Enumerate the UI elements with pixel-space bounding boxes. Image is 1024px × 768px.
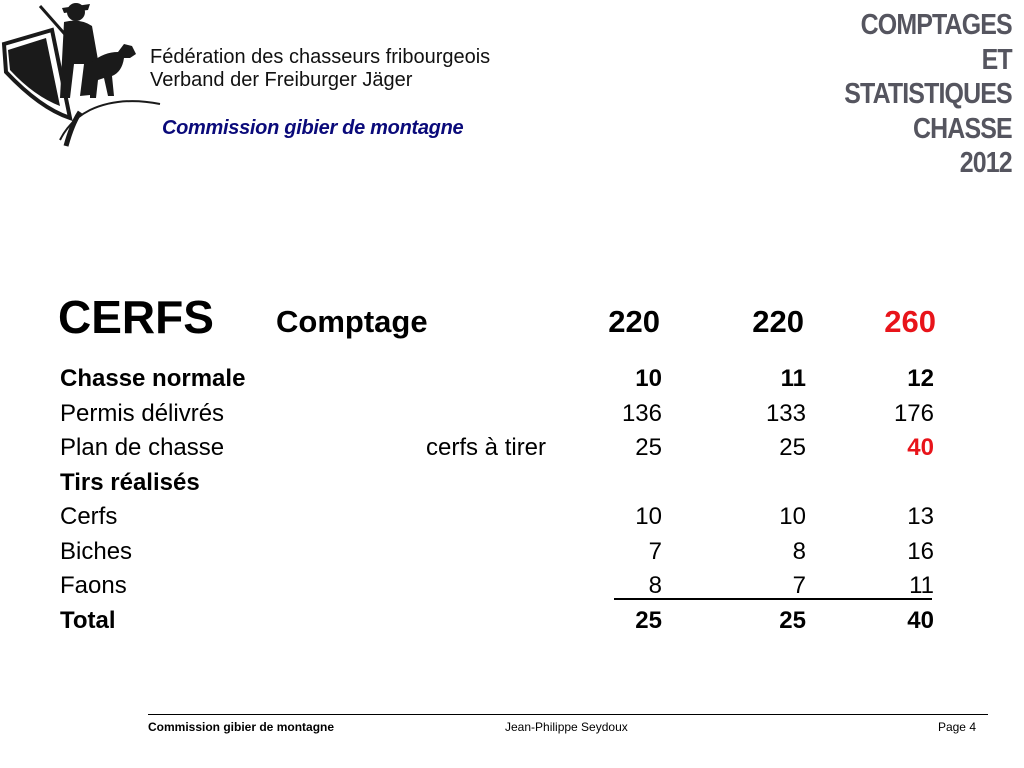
row-value: 12 [907,365,934,392]
organization-name [150,46,490,92]
row-value: 8 [648,572,662,599]
footer-divider [148,714,988,715]
row-value: 133 [765,399,806,427]
footer-author: Jean-Philippe Seydoux [505,720,628,734]
row-value: 40 [907,606,934,634]
row-label: Tirs réalisés [60,468,200,496]
slide-title [817,8,1012,181]
row-label: Total [60,606,116,634]
table-row-total [60,604,940,639]
section-title: CERFS [58,291,214,343]
org-name-fr: Fédération des chasseurs fribourgeois [150,46,491,68]
footer-commission: Commission gibier de montagne [148,720,335,734]
title-line: CHASSE [913,112,1012,145]
table-row [60,397,940,432]
row-label: Plan de chasse [60,434,225,461]
row-value: 10 [779,503,806,530]
row-label: Permis délivrés [60,399,225,427]
row-label: Cerfs [60,503,118,530]
row-value: 16 [907,537,934,565]
table-row [60,431,940,466]
row-value: 13 [907,503,934,530]
table-row [60,362,940,397]
footer-page-number: Page 4 [937,720,976,734]
row-label: Faons [60,572,127,599]
row-value: 25 [779,434,806,461]
row-value: 25 [779,606,806,634]
title-line: COMPTAGES [860,9,1012,41]
comptage-value: 220 [608,304,660,339]
sum-divider [614,598,932,600]
row-value: 7 [648,537,662,565]
org-name-de: Verband der Freiburger Jäger [150,69,413,91]
comptage-value: 220 [752,304,804,339]
statistics-table [60,362,940,638]
row-sublabel: cerfs à tirer [426,434,547,461]
table-row [60,500,940,535]
commission-name: Commission gibier de montagne [162,117,464,139]
comptage-value-highlight: 260 [884,304,936,339]
title-line: ET [981,43,1012,76]
row-value: 25 [635,606,662,634]
title-line: 2012 [959,147,1012,179]
row-value: 8 [792,537,806,565]
row-value: 10 [635,365,662,392]
row-value: 11 [909,572,934,599]
row-value: 10 [635,503,662,530]
row-value: 7 [792,572,806,599]
row-value: 136 [621,399,662,427]
row-value-highlight: 40 [907,434,934,461]
row-value: 25 [635,434,662,461]
table-row [60,466,940,501]
hunter-with-dog-icon [0,0,170,150]
table-heading [58,290,938,350]
title-line: STATISTIQUES [844,78,1012,110]
row-label: Biches [60,537,133,565]
row-value: 11 [780,365,806,392]
row-label: Chasse normale [60,365,246,392]
row-value: 176 [893,399,934,427]
comptage-label: Comptage [276,304,428,339]
table-row [60,535,940,570]
